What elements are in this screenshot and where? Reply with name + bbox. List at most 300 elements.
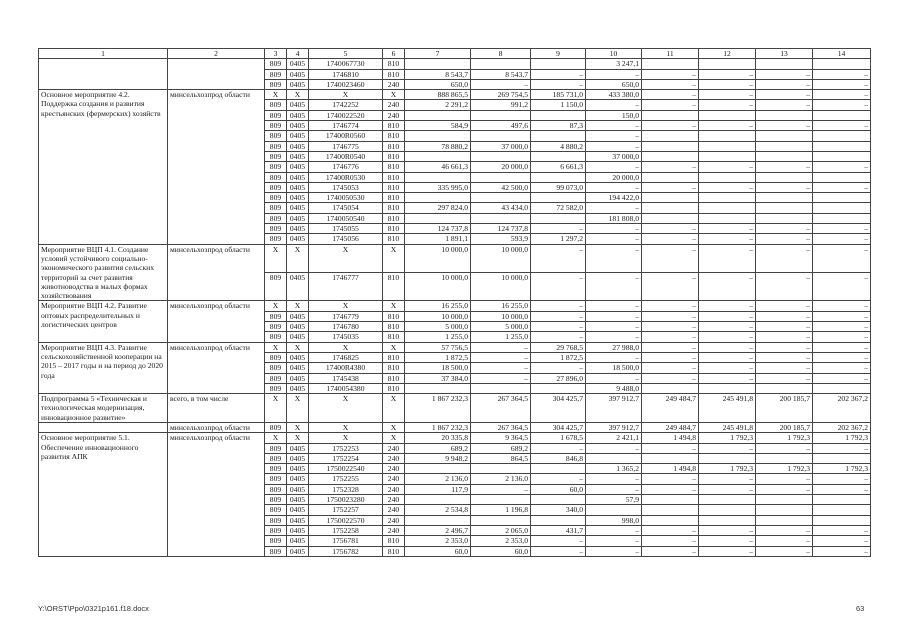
amount-cell	[756, 151, 813, 161]
amount-cell: –	[699, 234, 756, 244]
code-cell: 0405	[287, 495, 309, 505]
amount-cell	[531, 110, 586, 120]
responsible-cell: минсельхозпрод области	[168, 342, 265, 393]
code-cell: 809	[265, 224, 287, 234]
amount-cell: –	[699, 90, 756, 100]
amount-cell: 888 865,5	[405, 90, 471, 100]
code-cell: 1745438	[309, 373, 383, 383]
code-cell: X	[265, 433, 287, 443]
amount-cell: –	[531, 224, 586, 234]
amount-cell: 1 255,0	[471, 332, 531, 342]
amount-cell: 4 880,2	[531, 141, 586, 151]
code-cell: 810	[383, 273, 405, 301]
amount-cell	[405, 193, 471, 203]
amount-cell: –	[586, 234, 642, 244]
amount-cell: –	[813, 121, 871, 131]
amount-cell: 249 484,7	[642, 422, 699, 432]
amount-cell	[531, 59, 586, 69]
code-cell: 809	[265, 352, 287, 362]
amount-cell: –	[756, 474, 813, 484]
amount-cell: –	[756, 244, 813, 272]
amount-cell	[642, 110, 699, 120]
amount-cell: 1 867 232,3	[405, 394, 471, 423]
amount-cell: 10 000,0	[405, 273, 471, 301]
program-name-cell: Подпрограмма 5 «Техническая и технологическая модернизация, инновационное развитие»	[39, 394, 168, 423]
amount-cell	[405, 383, 471, 393]
code-cell: 809	[265, 311, 287, 321]
amount-cell	[699, 495, 756, 505]
amount-cell: 1 792,3	[813, 433, 871, 443]
amount-cell	[699, 151, 756, 161]
amount-cell	[405, 110, 471, 120]
code-cell: X	[287, 90, 309, 100]
code-cell: 809	[265, 505, 287, 515]
amount-cell: –	[586, 474, 642, 484]
code-cell: 0405	[287, 373, 309, 383]
code-cell: 0405	[287, 110, 309, 120]
amount-cell: –	[642, 69, 699, 79]
code-cell: 1752253	[309, 443, 383, 453]
program-name-cell	[39, 59, 168, 90]
code-cell: X	[309, 394, 383, 423]
amount-cell: –	[756, 332, 813, 342]
amount-cell: –	[586, 484, 642, 494]
code-cell: X	[287, 342, 309, 352]
code-cell: 810	[383, 546, 405, 556]
amount-cell	[471, 110, 531, 120]
code-cell: X	[383, 422, 405, 432]
code-cell: 17400R0530	[309, 172, 383, 182]
amount-cell: –	[471, 373, 531, 383]
amount-cell	[813, 213, 871, 223]
amount-cell: –	[756, 90, 813, 100]
code-cell: 0405	[287, 59, 309, 69]
amount-cell: 202 367,2	[813, 394, 871, 423]
amount-cell	[642, 515, 699, 525]
column-header: 4	[287, 49, 309, 59]
amount-cell: –	[586, 322, 642, 332]
code-cell: X	[265, 342, 287, 352]
footer-file-path: Y:\ORST\Ppo\0321p161.f18.docx	[38, 604, 149, 613]
amount-cell: 78 880,2	[405, 141, 471, 151]
amount-cell: –	[699, 244, 756, 272]
code-cell: X	[309, 244, 383, 272]
amount-cell: 650,0	[586, 79, 642, 89]
amount-cell: –	[586, 121, 642, 131]
amount-cell: –	[699, 484, 756, 494]
amount-cell: –	[756, 69, 813, 79]
amount-cell	[699, 193, 756, 203]
code-cell: X	[383, 244, 405, 272]
amount-cell	[813, 172, 871, 182]
amount-cell: –	[642, 121, 699, 131]
amount-cell: 1 494,8	[642, 433, 699, 443]
code-cell: 1745035	[309, 332, 383, 342]
code-cell: 809	[265, 162, 287, 172]
code-cell: 0405	[287, 79, 309, 89]
amount-cell: 43 434,0	[471, 203, 531, 213]
code-cell: 1750022540	[309, 464, 383, 474]
amount-cell: –	[813, 311, 871, 321]
code-cell: 0405	[287, 69, 309, 79]
amount-cell: –	[586, 311, 642, 321]
code-cell: 240	[383, 100, 405, 110]
amount-cell	[531, 151, 586, 161]
amount-cell	[756, 203, 813, 213]
amount-cell: 249 484,7	[642, 394, 699, 423]
amount-cell: –	[699, 342, 756, 352]
table-row	[39, 301, 871, 311]
code-cell: 810	[383, 193, 405, 203]
amount-cell: –	[813, 244, 871, 272]
amount-cell: –	[699, 443, 756, 453]
code-cell: 810	[383, 151, 405, 161]
column-header: 5	[309, 49, 383, 59]
amount-cell: 397 912,7	[586, 394, 642, 423]
amount-cell: 1 792,3	[756, 433, 813, 443]
amount-cell: 124 737,8	[405, 224, 471, 234]
amount-cell: –	[531, 79, 586, 89]
code-cell: X	[383, 90, 405, 100]
amount-cell: 397 912,7	[586, 422, 642, 432]
code-cell: 0405	[287, 172, 309, 182]
amount-cell: –	[756, 224, 813, 234]
amount-cell: –	[471, 79, 531, 89]
amount-cell: –	[699, 121, 756, 131]
amount-cell: –	[813, 234, 871, 244]
code-cell: 1740022520	[309, 110, 383, 120]
amount-cell	[756, 193, 813, 203]
code-cell: 1756782	[309, 546, 383, 556]
code-cell: 0405	[287, 322, 309, 332]
amount-cell	[756, 515, 813, 525]
code-cell: 809	[265, 525, 287, 535]
amount-cell: 991,2	[471, 100, 531, 110]
amount-cell: 1 494,8	[642, 464, 699, 474]
amount-cell	[699, 515, 756, 525]
code-cell: 1756781	[309, 536, 383, 546]
code-cell: 1746777	[309, 273, 383, 301]
code-cell: 240	[383, 505, 405, 515]
amount-cell: –	[586, 443, 642, 453]
code-cell: 0405	[287, 182, 309, 192]
amount-cell: 1 891,1	[405, 234, 471, 244]
code-cell: 810	[383, 234, 405, 244]
amount-cell: –	[756, 182, 813, 192]
amount-cell: 8 543,7	[471, 69, 531, 79]
code-cell: 0405	[287, 352, 309, 362]
code-cell: 809	[265, 363, 287, 373]
amount-cell: –	[756, 536, 813, 546]
code-cell: 1746776	[309, 162, 383, 172]
code-cell: 809	[265, 172, 287, 182]
amount-cell	[471, 193, 531, 203]
amount-cell	[699, 141, 756, 151]
code-cell: 810	[383, 213, 405, 223]
amount-cell: –	[531, 244, 586, 272]
amount-cell	[642, 141, 699, 151]
code-cell: 1750022570	[309, 515, 383, 525]
amount-cell	[405, 515, 471, 525]
code-cell: 0405	[287, 213, 309, 223]
code-cell: 0405	[287, 273, 309, 301]
code-cell: 1740023460	[309, 79, 383, 89]
amount-cell: –	[699, 273, 756, 301]
amount-cell: –	[813, 182, 871, 192]
code-cell: X	[383, 433, 405, 443]
amount-cell	[813, 453, 871, 463]
amount-cell: 267 364,5	[471, 394, 531, 423]
amount-cell	[756, 383, 813, 393]
code-cell: 0405	[287, 193, 309, 203]
amount-cell: 10 000,0	[471, 244, 531, 272]
code-cell: 810	[383, 162, 405, 172]
code-cell: 810	[383, 69, 405, 79]
code-cell: 810	[383, 311, 405, 321]
code-cell: 809	[265, 443, 287, 453]
program-name-cell: Основное мероприятие 5.1. Обеспечение инновационного развития АПК	[39, 433, 168, 557]
code-cell: 0405	[287, 363, 309, 373]
code-cell: 1750023280	[309, 495, 383, 505]
amount-cell: 60,0	[405, 546, 471, 556]
amount-cell: –	[642, 363, 699, 373]
amount-cell: –	[699, 182, 756, 192]
program-name-cell: Основное мероприятие 4.2. Поддержка создания и развития крестьянских (фермерских) хозяйств	[39, 90, 168, 244]
amount-cell: –	[531, 322, 586, 332]
code-cell: 1746780	[309, 322, 383, 332]
amount-cell: 2 136,0	[405, 474, 471, 484]
amount-cell: 117,9	[405, 484, 471, 494]
code-cell: 17400R0540	[309, 151, 383, 161]
amount-cell: 1 792,3	[699, 433, 756, 443]
table-row	[39, 90, 871, 100]
code-cell: 1742252	[309, 100, 383, 110]
amount-cell: 10 000,0	[405, 311, 471, 321]
responsible-cell: минсельхозпрод области	[168, 422, 265, 432]
amount-cell: –	[813, 443, 871, 453]
amount-cell: –	[642, 342, 699, 352]
amount-cell: 864,5	[471, 453, 531, 463]
code-cell: X	[309, 342, 383, 352]
amount-cell	[642, 213, 699, 223]
code-cell: X	[265, 244, 287, 272]
amount-cell: –	[699, 352, 756, 362]
amount-cell: 269 754,5	[471, 90, 531, 100]
column-header: 7	[405, 49, 471, 59]
code-cell: 810	[383, 141, 405, 151]
amount-cell: –	[756, 100, 813, 110]
amount-cell: 1 867 232,3	[405, 422, 471, 432]
amount-cell: 181 808,0	[586, 213, 642, 223]
amount-cell	[756, 141, 813, 151]
amount-cell: 57 756,5	[405, 342, 471, 352]
amount-cell: 194 422,0	[586, 193, 642, 203]
amount-cell	[405, 464, 471, 474]
amount-cell: 72 582,0	[531, 203, 586, 213]
amount-cell: –	[642, 311, 699, 321]
code-cell: 810	[383, 363, 405, 373]
amount-cell: 2 421,1	[586, 433, 642, 443]
amount-cell: 340,0	[531, 505, 586, 515]
column-header: 9	[531, 49, 586, 59]
amount-cell: –	[642, 536, 699, 546]
amount-cell: –	[642, 100, 699, 110]
code-cell: 809	[265, 322, 287, 332]
code-cell: 1745055	[309, 224, 383, 234]
column-header: 14	[813, 49, 871, 59]
amount-cell: –	[699, 301, 756, 311]
amount-cell	[756, 505, 813, 515]
amount-cell	[813, 383, 871, 393]
amount-cell: –	[699, 474, 756, 484]
amount-cell	[756, 110, 813, 120]
program-name-cell: Мероприятие ВЦП 4.2. Развитие оптовых распределительных и логистических центров	[39, 301, 168, 342]
amount-cell: –	[531, 546, 586, 556]
amount-cell	[405, 495, 471, 505]
amount-cell	[642, 59, 699, 69]
amount-cell	[699, 131, 756, 141]
amount-cell: –	[813, 79, 871, 89]
code-cell: 810	[383, 352, 405, 362]
code-cell: 1746810	[309, 69, 383, 79]
amount-cell: –	[813, 332, 871, 342]
amount-cell: 27 988,0	[586, 342, 642, 352]
code-cell: X	[309, 433, 383, 443]
amount-cell	[813, 203, 871, 213]
amount-cell: 593,9	[471, 234, 531, 244]
amount-cell: 5 000,0	[471, 322, 531, 332]
amount-cell: 2 136,0	[471, 474, 531, 484]
amount-cell: –	[642, 332, 699, 342]
amount-cell: 3 247,1	[586, 59, 642, 69]
amount-cell: 16 255,0	[405, 301, 471, 311]
amount-cell	[471, 151, 531, 161]
amount-cell: –	[586, 332, 642, 342]
amount-cell: 998,0	[586, 515, 642, 525]
amount-cell: –	[756, 525, 813, 535]
code-cell: 809	[265, 141, 287, 151]
amount-cell: –	[756, 352, 813, 362]
amount-cell: –	[471, 342, 531, 352]
amount-cell: 650,0	[405, 79, 471, 89]
amount-cell	[586, 505, 642, 515]
amount-cell: 267 364,5	[471, 422, 531, 432]
amount-cell	[756, 172, 813, 182]
code-cell: 1745056	[309, 234, 383, 244]
table-row	[39, 394, 871, 423]
amount-cell: 46 661,3	[405, 162, 471, 172]
code-cell: X	[287, 394, 309, 423]
amount-cell: –	[642, 273, 699, 301]
program-name-cell: Мероприятие ВЦП 4.3. Развитие сельскохозяйственной кооперации на 2015 – 2017 годы и на период до 2020 года	[39, 342, 168, 393]
amount-cell: –	[586, 352, 642, 362]
code-cell: 809	[265, 373, 287, 383]
code-cell: 809	[265, 151, 287, 161]
amount-cell: 20 335,8	[405, 433, 471, 443]
responsible-cell: минсельхозпрод области	[168, 301, 265, 342]
code-cell: X	[309, 90, 383, 100]
amount-cell: 1 196,8	[471, 505, 531, 515]
amount-cell: 10 000,0	[405, 244, 471, 272]
amount-cell: –	[813, 474, 871, 484]
amount-cell: –	[813, 536, 871, 546]
code-cell: 1752328	[309, 484, 383, 494]
code-cell: 0405	[287, 525, 309, 535]
code-cell: 809	[265, 453, 287, 463]
amount-cell: –	[756, 273, 813, 301]
code-cell: 0405	[287, 100, 309, 110]
amount-cell: –	[586, 224, 642, 234]
program-name-cell	[39, 422, 168, 432]
code-cell: 809	[265, 59, 287, 69]
amount-cell: 433 380,0	[586, 90, 642, 100]
code-cell: 809	[265, 79, 287, 89]
amount-cell: –	[813, 162, 871, 172]
amount-cell: –	[586, 525, 642, 535]
amount-cell	[756, 213, 813, 223]
responsible-cell: минсельхозпрод области	[168, 433, 265, 557]
amount-cell: 20 000,0	[471, 162, 531, 172]
amount-cell	[642, 505, 699, 515]
amount-cell	[471, 59, 531, 69]
amount-cell: 200 185,7	[756, 394, 813, 423]
amount-cell	[699, 172, 756, 182]
amount-cell: –	[531, 363, 586, 373]
code-cell: 240	[383, 443, 405, 453]
amount-cell	[642, 383, 699, 393]
code-cell: 1740050530	[309, 193, 383, 203]
amount-cell: –	[756, 443, 813, 453]
code-cell: 809	[265, 474, 287, 484]
amount-cell	[471, 464, 531, 474]
amount-cell: –	[642, 474, 699, 484]
amount-cell: 431,7	[531, 525, 586, 535]
amount-cell	[471, 495, 531, 505]
table-row	[39, 433, 871, 443]
amount-cell: 1 792,3	[756, 464, 813, 474]
amount-cell: –	[813, 301, 871, 311]
code-cell: 809	[265, 213, 287, 223]
code-cell: X	[309, 301, 383, 311]
amount-cell: 1 872,5	[531, 352, 586, 362]
code-cell: X	[383, 301, 405, 311]
amount-cell	[642, 172, 699, 182]
table-row	[39, 422, 871, 432]
code-cell: 240	[383, 453, 405, 463]
amount-cell	[531, 383, 586, 393]
amount-cell: –	[756, 373, 813, 383]
amount-cell: 37 000,0	[586, 151, 642, 161]
amount-cell: 1 872,5	[405, 352, 471, 362]
amount-cell: –	[586, 546, 642, 556]
code-cell: 809	[265, 182, 287, 192]
amount-cell: –	[699, 332, 756, 342]
amount-cell	[699, 59, 756, 69]
amount-cell: 1 255,0	[405, 332, 471, 342]
code-cell: 809	[265, 546, 287, 556]
amount-cell: –	[642, 182, 699, 192]
column-header: 6	[383, 49, 405, 59]
amount-cell: 584,9	[405, 121, 471, 131]
code-cell: 0405	[287, 203, 309, 213]
amount-cell: 1 792,3	[813, 464, 871, 474]
amount-cell: –	[756, 363, 813, 373]
amount-cell: 10 000,0	[471, 311, 531, 321]
amount-cell: 99 073,0	[531, 182, 586, 192]
amount-cell	[813, 193, 871, 203]
amount-cell: –	[642, 234, 699, 244]
code-cell: X	[383, 342, 405, 352]
